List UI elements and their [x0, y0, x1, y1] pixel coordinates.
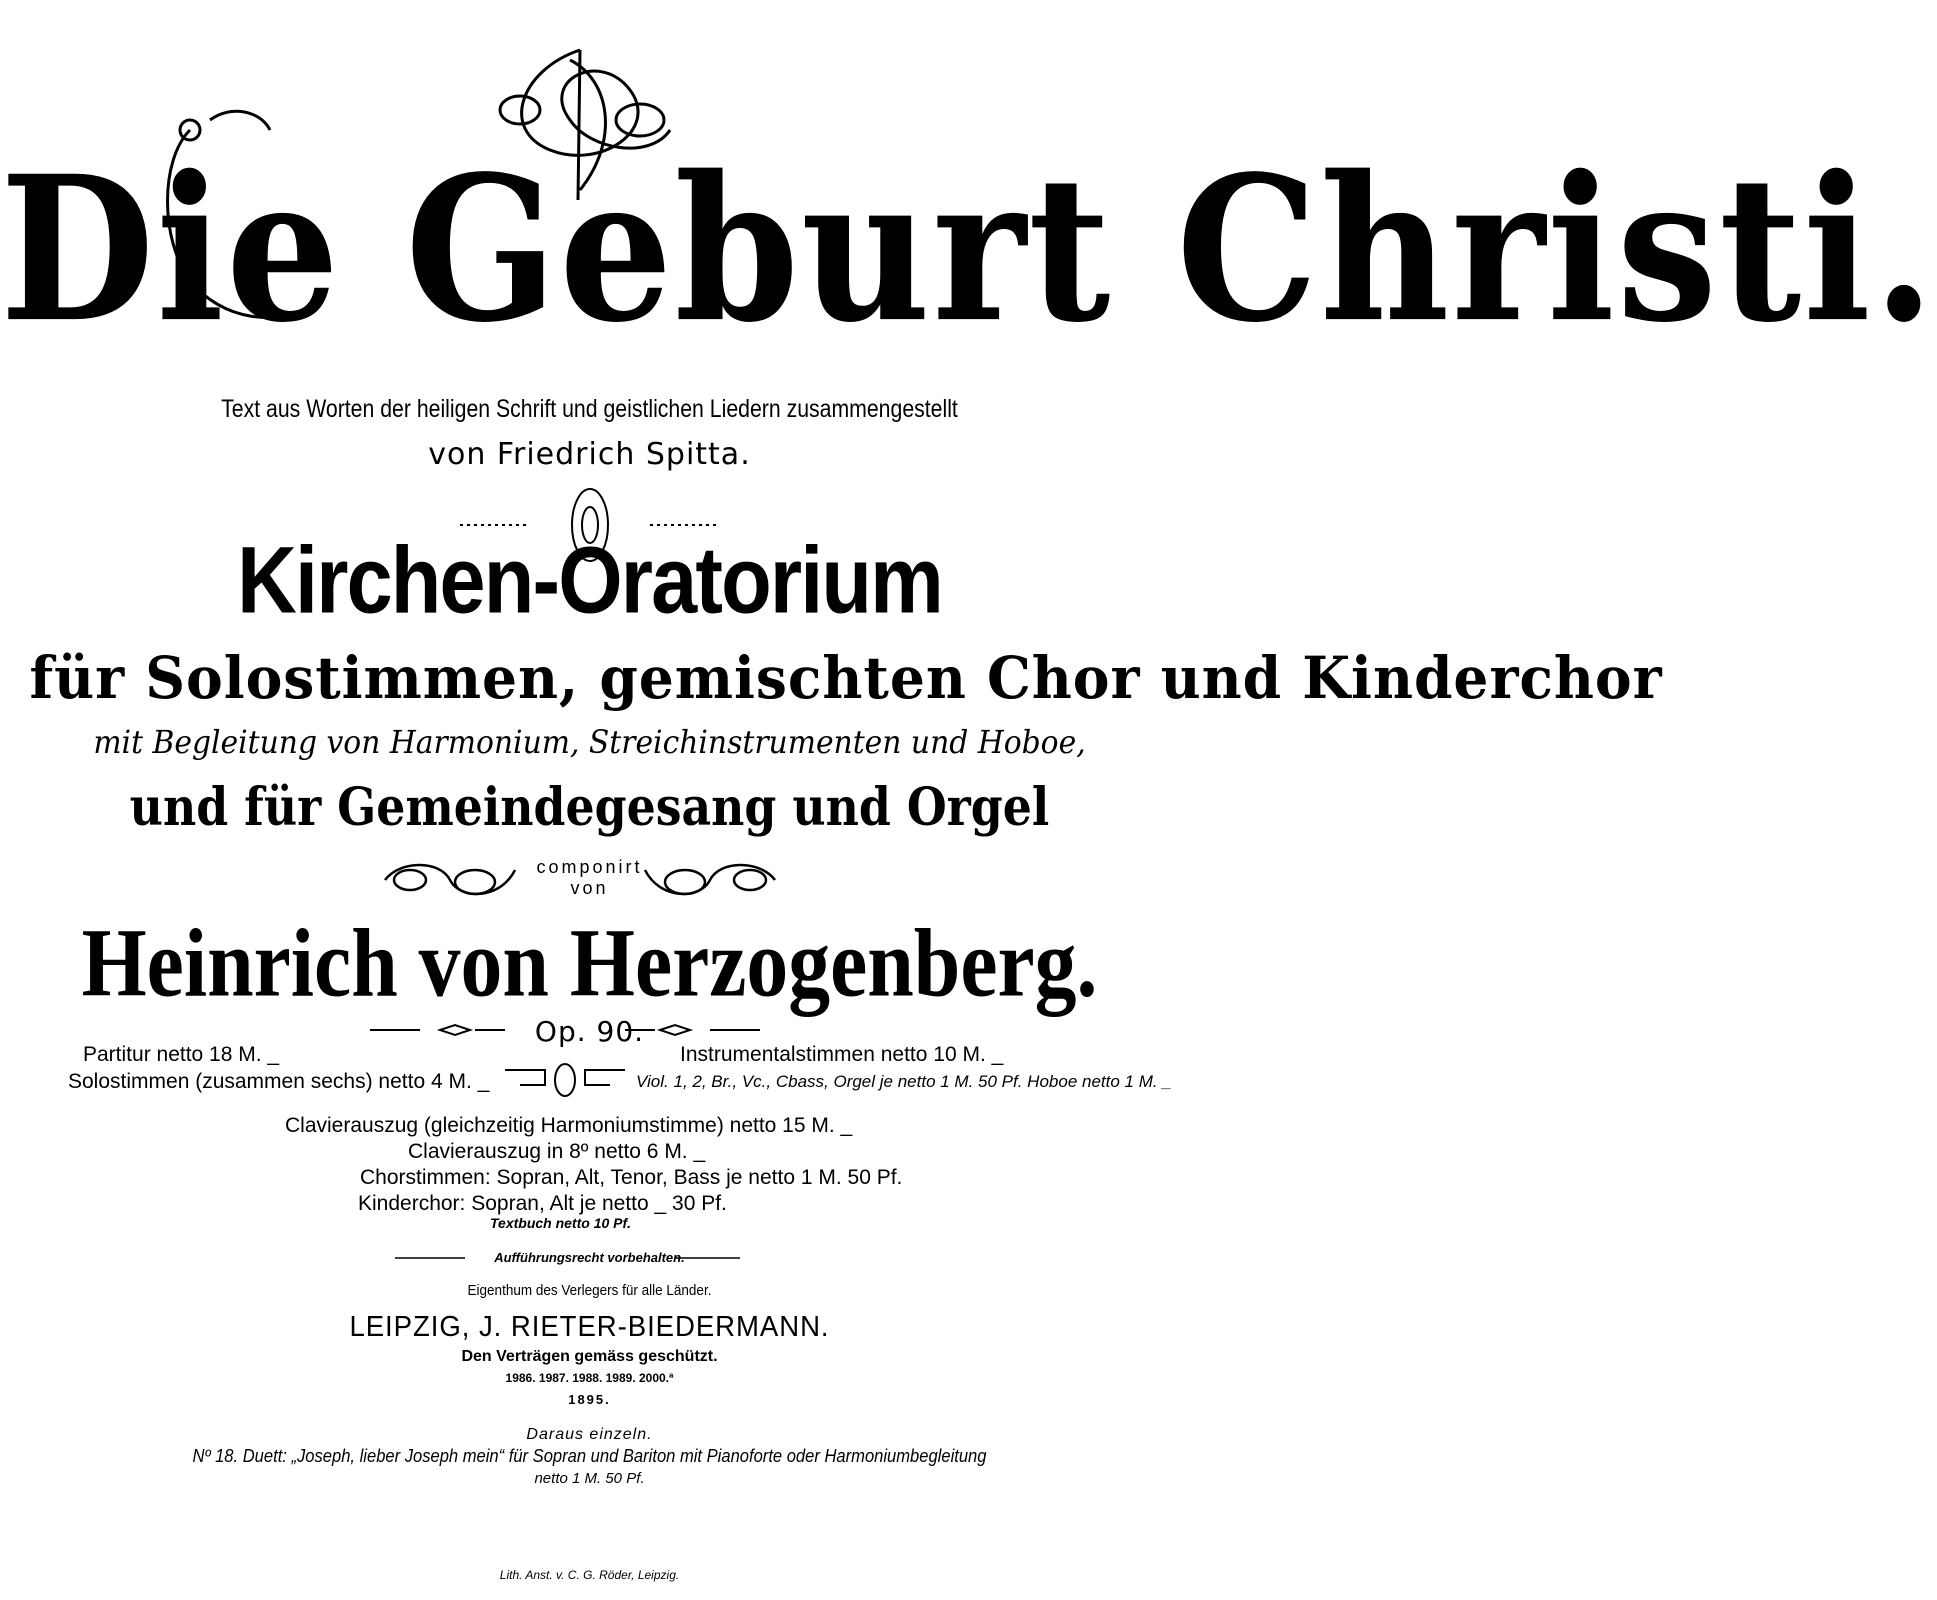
price-instrumental-detail: Viol. 1, 2, Br., Vc., Cbass, Orgel je netto 1 M. 50 Pf. Hoboe netto 1 M. _	[636, 1072, 1172, 1091]
scoring-line-1: für Solostimmen, gemischten Chor und Kinderchor	[29, 644, 1663, 712]
treaty-protection: Den Verträgen gemäss geschützt.	[461, 1348, 718, 1365]
price-kinderchor: Kinderchor: Sopran, Alt je netto _ 30 Pf.	[358, 1192, 727, 1215]
main-title: Die Geburt Christi.	[0, 132, 1937, 367]
engraver-credit: Lith. Anst. v. C. G. Röder, Leipzig.	[499, 1568, 680, 1582]
excerpt-price: netto 1 M. 50 Pf.	[534, 1470, 645, 1487]
publication-year: 1895.	[568, 1392, 611, 1407]
text-credit: Text aus Worten der heiligen Schrift und geistlichen Liedern zusammengestellt	[221, 395, 958, 423]
price-partitur: Partitur netto 18 M. _	[83, 1043, 280, 1066]
price-instrumental: Instrumentalstimmen netto 10 M. _	[680, 1043, 1004, 1066]
work-type-heading: Kirchen-Oratorium	[237, 528, 942, 634]
scoring-line-3: und für Gemeindegesang und Orgel	[129, 777, 1050, 838]
text-author: von Friedrich Spitta.	[428, 437, 751, 472]
price-clavier-1: Clavierauszug (gleichzeitig Harmoniumstimme) netto 15 M. _	[285, 1114, 853, 1137]
price-divider-ornament	[500, 1055, 630, 1100]
price-chorstimmen: Chorstimmen: Sopran, Alt, Tenor, Bass je netto 1 M. 50 Pf.	[360, 1166, 903, 1189]
rights-reserved: Aufführungsrecht vorbehalten.	[494, 1250, 685, 1265]
plate-numbers: 1986. 1987. 1988. 1989. 2000.ª	[505, 1371, 674, 1385]
von-label: von	[570, 878, 609, 898]
componirt-label: componirt	[536, 857, 643, 877]
opus-number: Op. 90.	[534, 1015, 645, 1048]
excerpt-heading: Daraus einzeln.	[526, 1426, 653, 1443]
price-clavier-2: Clavierauszug in 8º netto 6 M. _	[408, 1140, 706, 1163]
price-solostimmen: Solostimmen (zusammen sechs) netto 4 M. _	[68, 1070, 490, 1093]
price-textbuch: Textbuch netto 10 Pf.	[490, 1215, 632, 1231]
composer-name: Heinrich von Herzogenberg.	[81, 910, 1098, 1017]
scoring-line-2: mit Begleitung von Harmonium, Streichinstrumenten und Hoboe,	[93, 723, 1086, 761]
title-initial-ornament	[150, 100, 350, 360]
publisher: LEIPZIG, J. RIETER-BIEDERMANN.	[349, 1311, 830, 1343]
ownership-note: Eigenthum des Verlegers für alle Länder.	[467, 1282, 712, 1299]
excerpt-duett: Nº 18. Duett: „Joseph, lieber Joseph mein“ für Sopran und Bariton mit Pianoforte oder Harmoniumbegleitung	[192, 1446, 987, 1466]
